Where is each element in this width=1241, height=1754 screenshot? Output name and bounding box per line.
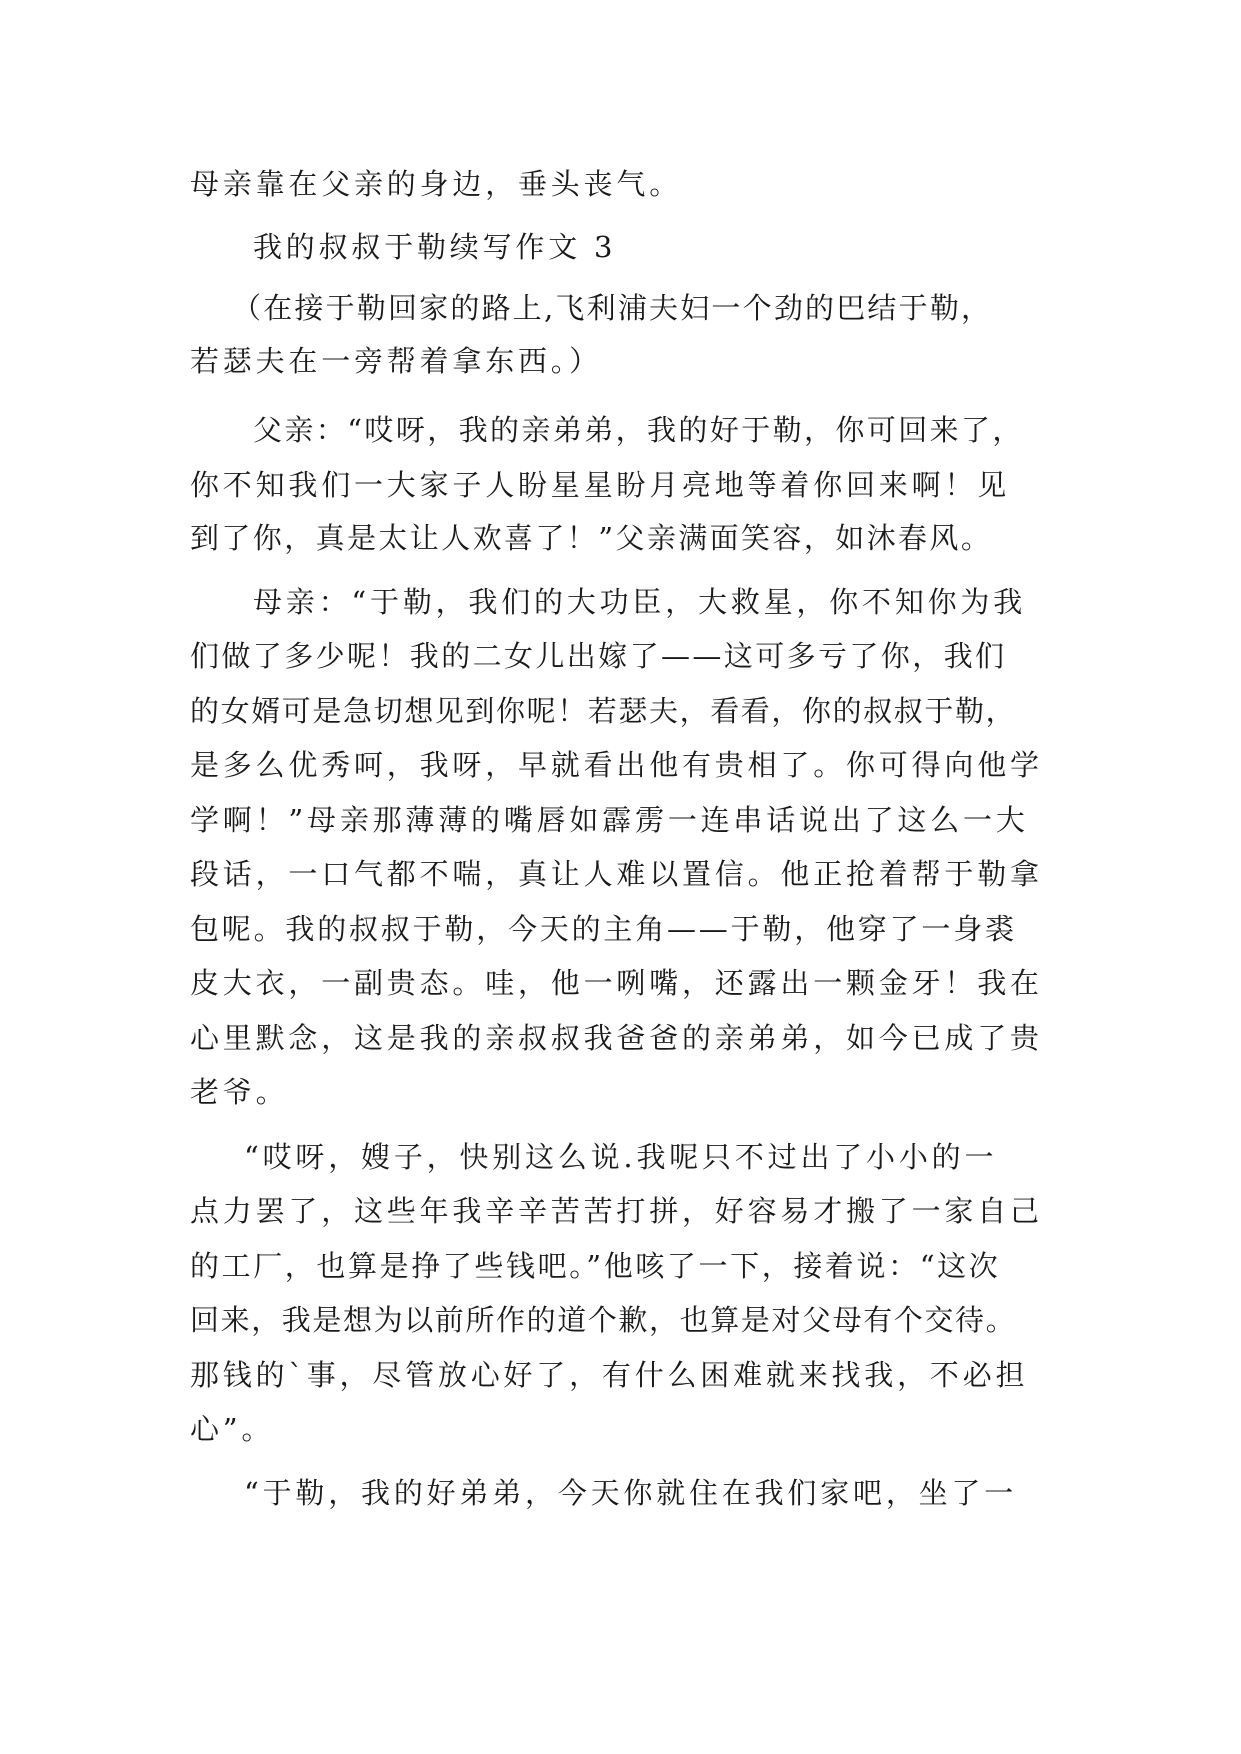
text-line: 那钱的`事，尽管放心好了，有什么困难就来找我，不必担: [190, 1358, 1029, 1392]
text-line: “于勒，我的好弟弟，今天你就住在我们家吧，坐了一: [244, 1476, 1018, 1510]
text-line: 们做了多少呢！我的二女儿出嫁了——这可多亏了你，我们: [190, 639, 1007, 673]
text-line: 若瑟夫在一旁帮着拿东西。）: [190, 344, 602, 378]
text-line: 段话，一口气都不喘，真让人难以置信。他正抢着帮于勒拿: [190, 857, 1043, 891]
text-line: 皮大衣，一副贵态。哇，他一咧嘴，还露出一颗金牙！我在: [190, 966, 1043, 1000]
text-line: 心里默念，这是我的亲叔叔我爸爸的亲弟弟，如今已成了贵: [190, 1021, 1043, 1055]
text-line: 心”。: [190, 1412, 275, 1446]
text-line: 的女婿可是急切想见到你呢！若瑟夫，看看，你的叔叔于勒，: [190, 694, 1017, 728]
text-line: 母亲：“于勒，我们的大功臣，大救星，你不知你为我: [253, 585, 1027, 619]
text-line: 父亲：“哎呀，我的亲弟弟，我的好于勒，你可回来了，: [253, 413, 1024, 447]
text-line: 是多么优秀呵，我呀，早就看出他有贵相了。你可得向他学: [190, 748, 1043, 782]
text-line: 回来，我是想为以前所作的道个歉，也算是对父母有个交待。: [190, 1303, 1017, 1337]
text-line: 老爷。: [190, 1075, 289, 1109]
text-line: （在接于勒回家的路上,飞利浦夫妇一个劲的巴结于勒，: [232, 291, 993, 325]
text-line: 的工厂，也算是挣了些钱吧。”他咳了一下，接着说：“这次: [190, 1249, 1001, 1283]
text-line: 母亲靠在父亲的身边，垂头丧气。: [190, 167, 683, 201]
text-line: 点力罢了，这些年我辛辛苦苦打拼，好容易才搬了一家自己: [190, 1194, 1043, 1228]
text-line: 到了你，真是太让人欢喜了！”父亲满面笑容，如沐春风。: [190, 521, 993, 555]
text-line: 你不知我们一大家子人盼星星盼月亮地等着你回来啊！见: [190, 468, 1011, 502]
text-line: 学啊！”母亲那薄薄的嘴唇如霹雳一连串话说出了这么一大: [190, 803, 1029, 837]
text-line: “哎呀，嫂子，快别这么说.我呢只不过出了小小的一: [244, 1140, 998, 1174]
section-heading: 我的叔叔于勒续写作文 3: [253, 230, 617, 264]
text-line: 包呢。我的叔叔于勒，今天的主角——于勒，他穿了一身裘: [190, 912, 1017, 946]
